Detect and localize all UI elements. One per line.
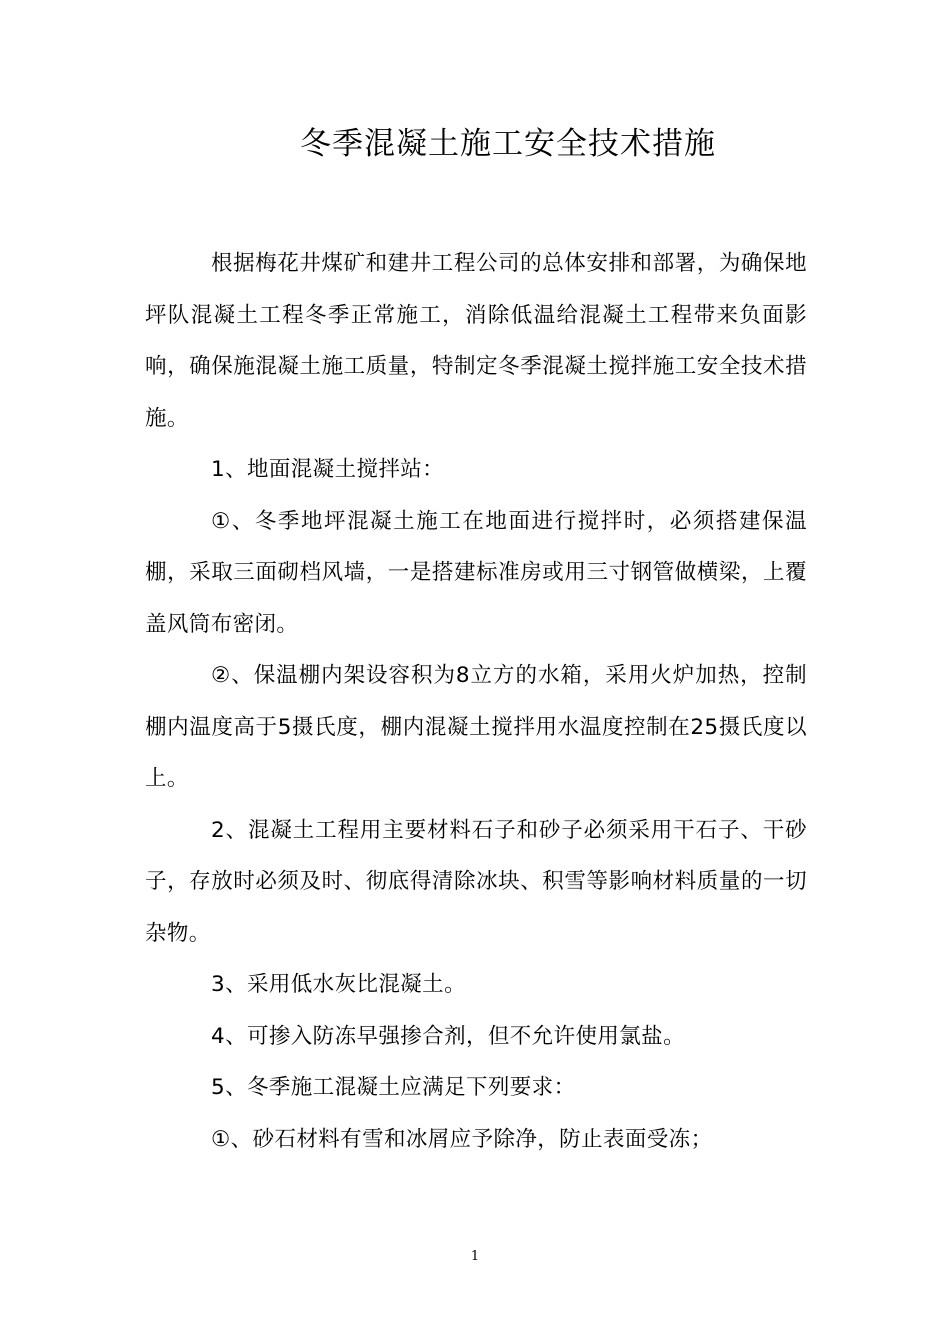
paragraph-section-5: 5、冬季施工混凝土应满足下列要求： [211,1075,576,1100]
paragraph-intro: 根据梅花井煤矿和建井工程公司的总体安排和部署，为确保地坪队混凝土工程冬季正常施工，消除低温给混凝土工程带来负面影响，确保施混凝土施工质量，特制定冬季混凝土搅拌施工安全技术措施。 [145,251,807,431]
paragraph-section-1-item-1: ①、冬季地坪混凝土施工在地面进行搅拌时，必须搭建保温棚，采取三面砌档风墙，一是搭建标准房或用三寸钢管做横梁，上覆盖风筒布密闭。 [145,508,807,637]
document-body [145,238,807,1165]
paragraph-section-3: 3、采用低水灰比混凝土。 [211,972,466,997]
paragraph-section-2: 2、混凝土工程用主要材料石子和砂子必须采用干石子、干砂子，存放时必须及时、彻底得清除冰块、积雪等影响材料质量的一切杂物。 [145,817,807,946]
page-number: 1 [470,1249,480,1264]
paragraph-section-1-item-2: ②、保温棚内架设容积为8立方的水箱，采用火炉加热，控制棚内温度高于5摄氏度，棚内混凝土搅拌用水温度控制在25摄氏度以上。 [145,663,807,791]
document-title: 冬季混凝土施工安全技术措施 [300,126,716,162]
paragraph-section-1: 1、地面混凝土搅拌站： [211,457,445,482]
paragraph-section-5-item-1: ①、砂石材料有雪和冰屑应予除净，防止表面受冻； [211,1126,713,1152]
paragraph-section-4: 4、可掺入防冻早强掺合剂，但不允许使用氯盐。 [211,1023,685,1049]
